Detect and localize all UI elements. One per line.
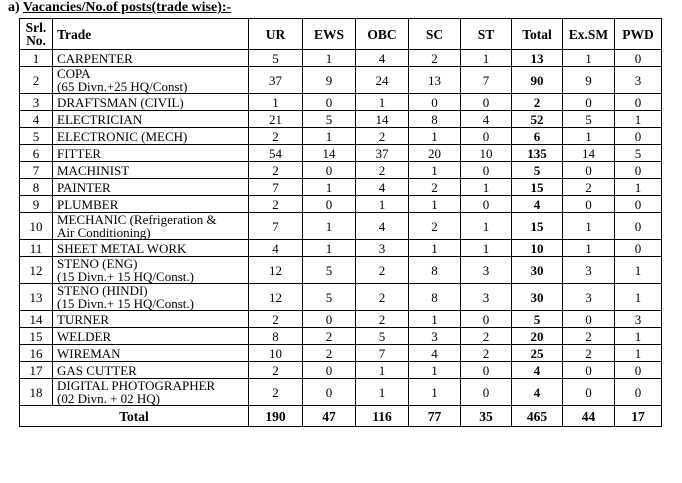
cell-sc: 1	[409, 240, 461, 257]
cell-sc: 4	[409, 345, 461, 362]
cell-srl: 2	[20, 67, 53, 94]
heading-prefix: a)	[8, 0, 20, 15]
cell-total: 15	[512, 179, 563, 196]
cell-total: 20	[512, 328, 563, 345]
cell-sc: 20	[409, 145, 461, 162]
cell-srl: 13	[20, 284, 53, 311]
cell-exsm: 1	[563, 213, 615, 240]
footer-label: Total	[20, 406, 249, 427]
cell-st: 2	[461, 328, 512, 345]
cell-obc: 3	[356, 240, 409, 257]
cell-trade	[53, 145, 249, 162]
cell-total: 25	[512, 345, 563, 362]
cell-pwd: 0	[615, 196, 662, 213]
cell-trade	[53, 284, 249, 311]
cell-srl: 6	[20, 145, 53, 162]
cell-ur: 7	[249, 179, 303, 196]
cell-pwd: 1	[615, 179, 662, 196]
cell-ews: 1	[303, 50, 356, 67]
cell-srl: 12	[20, 257, 53, 284]
cell-ur: 8	[249, 328, 303, 345]
footer-pwd: 17	[615, 406, 662, 427]
cell-ur: 2	[249, 162, 303, 179]
cell-obc: 1	[356, 94, 409, 111]
cell-obc: 2	[356, 128, 409, 145]
cell-obc: 2	[356, 284, 409, 311]
header-ews: EWS	[303, 19, 356, 50]
table-row	[20, 145, 662, 162]
cell-ews: 5	[303, 111, 356, 128]
cell-ews: 0	[303, 94, 356, 111]
cell-total: 4	[512, 196, 563, 213]
cell-sc: 1	[409, 311, 461, 328]
cell-srl: 16	[20, 345, 53, 362]
cell-obc: 14	[356, 111, 409, 128]
table-row	[20, 284, 662, 311]
cell-ews: 5	[303, 257, 356, 284]
cell-total: 135	[512, 145, 563, 162]
cell-sc: 2	[409, 213, 461, 240]
cell-pwd: 0	[615, 162, 662, 179]
cell-trade	[53, 379, 249, 406]
cell-exsm: 0	[563, 379, 615, 406]
table-row	[20, 162, 662, 179]
cell-trade	[53, 67, 249, 94]
cell-total: 4	[512, 362, 563, 379]
header-obc: OBC	[356, 19, 409, 50]
table-row	[20, 196, 662, 213]
cell-ews: 0	[303, 379, 356, 406]
cell-ur: 1	[249, 94, 303, 111]
cell-sc: 1	[409, 196, 461, 213]
cell-ur: 2	[249, 311, 303, 328]
table-row	[20, 379, 662, 406]
cell-total: 15	[512, 213, 563, 240]
cell-sc: 1	[409, 128, 461, 145]
trade-name: PLUMBER	[57, 196, 119, 212]
cell-ews: 1	[303, 179, 356, 196]
cell-obc: 1	[356, 379, 409, 406]
cell-st: 2	[461, 345, 512, 362]
cell-srl: 15	[20, 328, 53, 345]
cell-st: 1	[461, 179, 512, 196]
table-row	[20, 50, 662, 67]
header-total: Total	[512, 19, 563, 50]
cell-ews: 0	[303, 362, 356, 379]
cell-obc: 2	[356, 311, 409, 328]
cell-trade	[53, 128, 249, 145]
cell-srl: 7	[20, 162, 53, 179]
cell-ur: 5	[249, 50, 303, 67]
trade-name: TURNER	[57, 311, 109, 327]
cell-st: 0	[461, 94, 512, 111]
cell-trade	[53, 345, 249, 362]
trade-name: STENO (ENG)	[57, 256, 138, 271]
cell-exsm: 1	[563, 240, 615, 257]
cell-ur: 12	[249, 257, 303, 284]
cell-pwd: 0	[615, 50, 662, 67]
cell-pwd: 0	[615, 128, 662, 145]
cell-ews: 9	[303, 67, 356, 94]
cell-ews: 2	[303, 328, 356, 345]
cell-sc: 8	[409, 257, 461, 284]
cell-total: 52	[512, 111, 563, 128]
cell-ur: 37	[249, 67, 303, 94]
cell-trade	[53, 111, 249, 128]
cell-obc: 4	[356, 50, 409, 67]
cell-total: 10	[512, 240, 563, 257]
cell-ur: 2	[249, 128, 303, 145]
table-row	[20, 94, 662, 111]
cell-srl: 9	[20, 196, 53, 213]
header-sc: SC	[409, 19, 461, 50]
cell-sc: 8	[409, 111, 461, 128]
footer-sc: 77	[409, 406, 461, 427]
table-row	[20, 328, 662, 345]
table-row	[20, 362, 662, 379]
cell-pwd: 1	[615, 111, 662, 128]
cell-exsm: 0	[563, 162, 615, 179]
trade-name: DRAFTSMAN (CIVIL)	[57, 94, 184, 110]
cell-st: 0	[461, 128, 512, 145]
cell-pwd: 1	[615, 257, 662, 284]
cell-ews: 0	[303, 311, 356, 328]
cell-obc: 2	[356, 162, 409, 179]
trade-name: STENO (HINDI)	[57, 283, 148, 298]
cell-ews: 14	[303, 145, 356, 162]
table-row	[20, 67, 662, 94]
cell-ur: 54	[249, 145, 303, 162]
cell-exsm: 1	[563, 128, 615, 145]
cell-sc: 2	[409, 50, 461, 67]
trade-note: (15 Divn.+ 15 HQ/Const.)	[57, 269, 194, 284]
cell-srl: 5	[20, 128, 53, 145]
cell-st: 4	[461, 111, 512, 128]
cell-exsm: 2	[563, 328, 615, 345]
trade-note: (02 Divn. + 02 HQ)	[57, 391, 161, 406]
cell-exsm: 2	[563, 345, 615, 362]
cell-ur: 2	[249, 196, 303, 213]
cell-exsm: 14	[563, 145, 615, 162]
trade-name: SHEET METAL WORK	[57, 240, 187, 256]
trade-name: MECHANIC (Refrigeration &	[57, 212, 217, 227]
cell-obc: 37	[356, 145, 409, 162]
cell-trade	[53, 213, 249, 240]
header-trade: Trade	[53, 19, 249, 50]
cell-sc: 13	[409, 67, 461, 94]
cell-ews: 2	[303, 345, 356, 362]
table-footer-row	[20, 406, 662, 427]
cell-pwd: 0	[615, 379, 662, 406]
section-heading	[8, 0, 231, 16]
header-ur: UR	[249, 19, 303, 50]
cell-ur: 7	[249, 213, 303, 240]
footer-ur: 190	[249, 406, 303, 427]
cell-trade	[53, 94, 249, 111]
cell-total: 13	[512, 50, 563, 67]
cell-trade	[53, 162, 249, 179]
table-row	[20, 311, 662, 328]
cell-sc: 1	[409, 379, 461, 406]
table-row	[20, 213, 662, 240]
cell-st: 3	[461, 284, 512, 311]
trade-name: CARPENTER	[57, 50, 133, 66]
cell-st: 0	[461, 162, 512, 179]
cell-exsm: 0	[563, 311, 615, 328]
cell-sc: 0	[409, 94, 461, 111]
cell-obc: 24	[356, 67, 409, 94]
cell-ews: 1	[303, 128, 356, 145]
cell-exsm: 5	[563, 111, 615, 128]
cell-srl: 3	[20, 94, 53, 111]
cell-trade	[53, 362, 249, 379]
trade-name: DIGITAL PHOTOGRAPHER	[57, 378, 216, 393]
cell-pwd: 1	[615, 345, 662, 362]
trade-note: (65 Divn.+25 HQ/Const)	[57, 79, 188, 94]
cell-ews: 1	[303, 240, 356, 257]
cell-obc: 5	[356, 328, 409, 345]
cell-obc: 7	[356, 345, 409, 362]
header-pwd: PWD	[615, 19, 662, 50]
cell-pwd: 5	[615, 145, 662, 162]
cell-pwd: 3	[615, 311, 662, 328]
cell-st: 0	[461, 379, 512, 406]
cell-exsm: 9	[563, 67, 615, 94]
cell-st: 0	[461, 196, 512, 213]
cell-exsm: 0	[563, 94, 615, 111]
trade-name: ELECTRONIC (MECH)	[57, 128, 188, 144]
cell-total: 2	[512, 94, 563, 111]
trade-name: FITTER	[57, 145, 102, 161]
trade-note: (15 Divn.+ 15 HQ/Const.)	[57, 296, 194, 311]
cell-ews: 0	[303, 196, 356, 213]
cell-exsm: 2	[563, 179, 615, 196]
cell-trade	[53, 196, 249, 213]
cell-total: 5	[512, 311, 563, 328]
cell-st: 1	[461, 240, 512, 257]
footer-ews: 47	[303, 406, 356, 427]
cell-trade	[53, 257, 249, 284]
cell-srl: 8	[20, 179, 53, 196]
cell-trade	[53, 328, 249, 345]
table-row	[20, 111, 662, 128]
cell-ur: 21	[249, 111, 303, 128]
cell-pwd: 0	[615, 362, 662, 379]
cell-trade	[53, 240, 249, 257]
heading-text: Vacancies/No.of posts(trade wise):-	[22, 0, 232, 15]
cell-total: 5	[512, 162, 563, 179]
cell-st: 1	[461, 213, 512, 240]
table-header-row	[20, 19, 662, 50]
cell-obc: 4	[356, 179, 409, 196]
cell-srl: 1	[20, 50, 53, 67]
cell-st: 0	[461, 311, 512, 328]
footer-st: 35	[461, 406, 512, 427]
cell-total: 90	[512, 67, 563, 94]
cell-srl: 11	[20, 240, 53, 257]
trade-name: MACHINIST	[57, 162, 130, 178]
trade-note: Air Conditioning)	[57, 225, 151, 240]
cell-srl: 14	[20, 311, 53, 328]
cell-st: 7	[461, 67, 512, 94]
cell-srl: 18	[20, 379, 53, 406]
cell-srl: 17	[20, 362, 53, 379]
cell-total: 30	[512, 284, 563, 311]
cell-pwd: 1	[615, 284, 662, 311]
cell-exsm: 0	[563, 196, 615, 213]
cell-exsm: 3	[563, 284, 615, 311]
cell-sc: 2	[409, 179, 461, 196]
cell-exsm: 1	[563, 50, 615, 67]
cell-exsm: 0	[563, 362, 615, 379]
cell-sc: 1	[409, 362, 461, 379]
cell-exsm: 3	[563, 257, 615, 284]
header-srl: Srl. No.	[20, 19, 53, 50]
trade-name: WIREMAN	[57, 345, 121, 361]
trade-name: COPA	[57, 66, 91, 81]
cell-trade	[53, 50, 249, 67]
cell-total: 6	[512, 128, 563, 145]
cell-pwd: 3	[615, 67, 662, 94]
table-row	[20, 257, 662, 284]
cell-sc: 3	[409, 328, 461, 345]
cell-ur: 2	[249, 379, 303, 406]
header-exsm: Ex.SM	[563, 19, 615, 50]
cell-srl: 10	[20, 213, 53, 240]
trade-name: GAS CUTTER	[57, 362, 137, 378]
cell-pwd: 1	[615, 328, 662, 345]
table-row	[20, 240, 662, 257]
cell-trade	[53, 179, 249, 196]
table-row	[20, 128, 662, 145]
cell-srl: 4	[20, 111, 53, 128]
table-row	[20, 345, 662, 362]
cell-ews: 1	[303, 213, 356, 240]
cell-sc: 8	[409, 284, 461, 311]
footer-total: 465	[512, 406, 563, 427]
trade-name: ELECTRICIAN	[57, 111, 143, 127]
trade-name: WELDER	[57, 328, 112, 344]
cell-pwd: 0	[615, 240, 662, 257]
trade-name: PAINTER	[57, 179, 111, 195]
footer-exsm: 44	[563, 406, 615, 427]
cell-st: 10	[461, 145, 512, 162]
cell-ur: 2	[249, 362, 303, 379]
cell-trade	[53, 311, 249, 328]
cell-st: 0	[461, 362, 512, 379]
cell-obc: 1	[356, 196, 409, 213]
cell-ur: 12	[249, 284, 303, 311]
cell-total: 4	[512, 379, 563, 406]
footer-obc: 116	[356, 406, 409, 427]
vacancies-table	[19, 18, 662, 427]
cell-ews: 0	[303, 162, 356, 179]
cell-obc: 2	[356, 257, 409, 284]
table-row	[20, 179, 662, 196]
cell-ur: 10	[249, 345, 303, 362]
cell-sc: 1	[409, 162, 461, 179]
cell-ur: 4	[249, 240, 303, 257]
cell-st: 1	[461, 50, 512, 67]
cell-pwd: 0	[615, 213, 662, 240]
cell-ews: 5	[303, 284, 356, 311]
cell-pwd: 0	[615, 94, 662, 111]
cell-obc: 4	[356, 213, 409, 240]
cell-obc: 1	[356, 362, 409, 379]
header-st: ST	[461, 19, 512, 50]
cell-st: 3	[461, 257, 512, 284]
cell-total: 30	[512, 257, 563, 284]
